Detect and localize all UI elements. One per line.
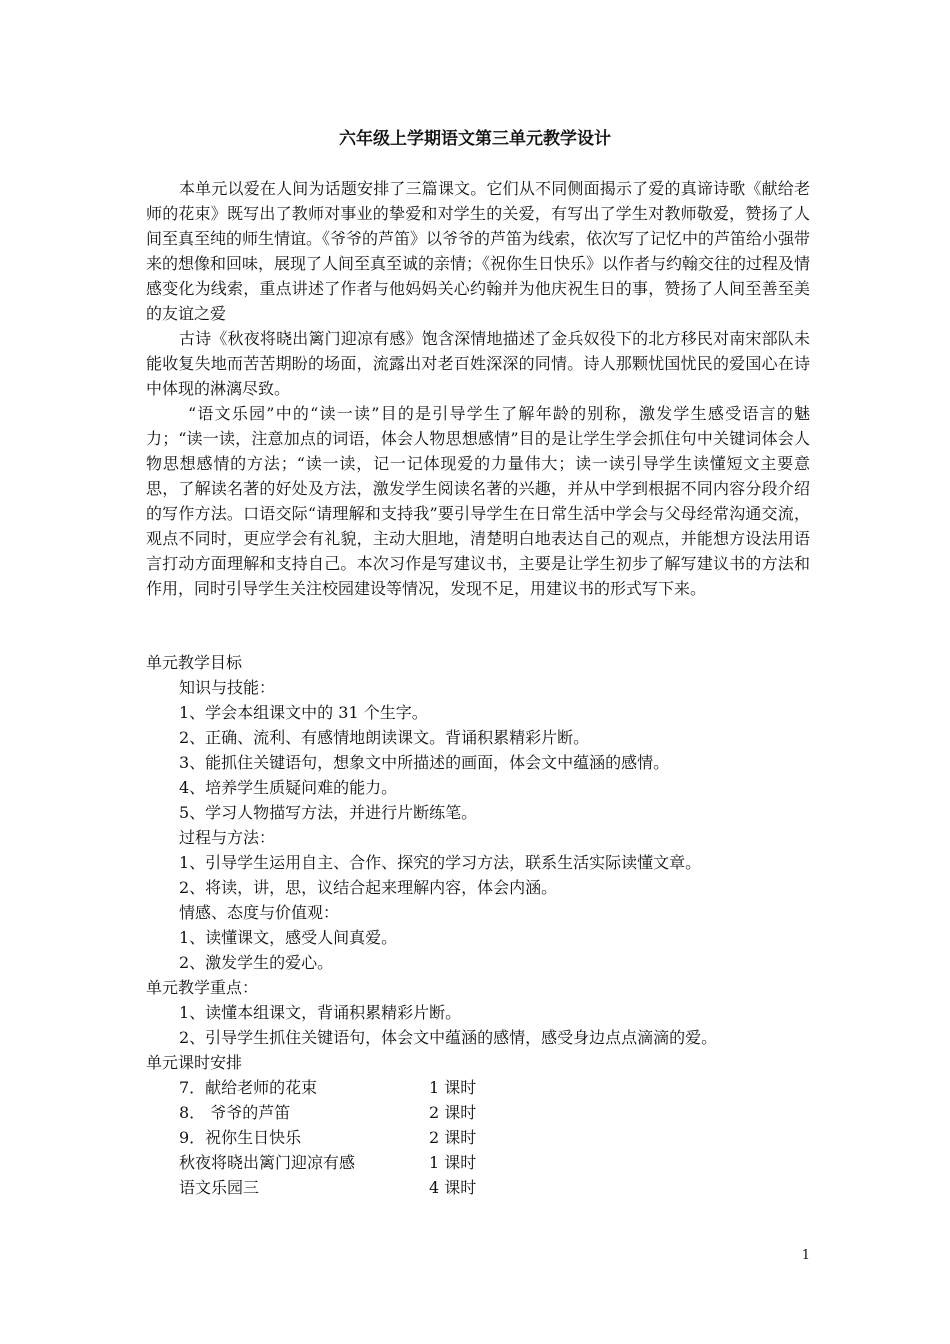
lesson-name: 秋夜将晓出篱门迎凉有感 — [179, 1153, 356, 1172]
process-item: 2、将读，讲，思，议结合起来理解内容，体会内涵。 — [179, 878, 558, 897]
emotion-item: 2、激发学生的爱心。 — [179, 953, 334, 972]
lesson-hours: 2 课时 — [429, 1128, 477, 1147]
schedule-heading: 单元课时安排 — [146, 1053, 243, 1072]
intro-paragraph: 本单元以爱在人间为话题安排了三篇课文。它们从不同侧面揭示了爱的真谛诗歌《献给老师的花束》既写出了教师对事业的挚爱和对学生的关爱，有写出了学生对教师敬爱，赞扬了人间至真至纯的师生情谊。《爷爷的芦笛》以爷爷的芦笛为线索，依次写了记忆中的芦笛给小强带来的想像和回味，展现了人间至真至诚的亲情；《祝你生日快乐》以作者与约翰交往的过程及情感变化为线索，重点讲述了作者与他妈妈关心约翰并为他庆祝生日的事，赞扬了人间至善至美的友谊之爱 — [146, 179, 811, 323]
focus-item: 2、引导学生抓住关键语句，体会文中蕴涵的感情，感受身边点点滴滴的爱。 — [179, 1028, 718, 1047]
knowledge-item: 5、学习人物描写方法，并进行片断练笔。 — [179, 803, 478, 822]
knowledge-item: 4、培养学生质疑问难的能力。 — [179, 778, 398, 797]
lesson-hours: 2 课时 — [429, 1103, 477, 1122]
language-garden-paragraph: “语文乐园”中的“读一读”目的是引导学生了解年龄的别称，激发学生感受语言的魅力；“读一读，注意加点的词语，体会人物思想感情”目的是让学生学会抓住句中关键词体会人物思想感情的方法；“读一读，记一记体现爱的力量伟大；读一读引导学生读懂短文主要意思，了解读名著的好处及方法，激发学生阅读名著的兴趣，并从中学到根据不同内容分段介绍的写作方法。口语交际“请理解和支持我”要引导学生在日常生活中学会与父母经常沟通交流，观点不同时，更应学会有礼貌，主动大胆地，清楚明白地表达自己的观点，并能想方设法用语言打动方面理解和支持自己。本次习作是写建议书，主要是让学生初步了解写建议书的方法和作用，同时引导学生关注校园建设等情况，发现不足，用建议书的形式写下来。 — [146, 404, 810, 598]
process-item: 1、引导学生运用自主、合作、探究的学习方法，联系生活实际读懂文章。 — [179, 853, 702, 872]
knowledge-item: 2、正确、流利、有感情地朗读课文。背诵积累精彩片断。 — [179, 728, 590, 747]
lesson-name: 9．祝你生日快乐 — [179, 1128, 302, 1147]
lesson-hours: 4 课时 — [429, 1178, 477, 1197]
emotion-item: 1、读懂课文，感受人间真爱。 — [179, 928, 398, 947]
document-title: 六年级上学期语文第三单元教学设计 — [339, 129, 611, 149]
knowledge-item: 3、能抓住关键语句，想象文中所描述的画面，体会文中蕴涵的感情。 — [179, 753, 670, 772]
page-number: 1 — [801, 1248, 810, 1263]
focus-item: 1、读懂本组课文，背诵积累精彩片断。 — [179, 1003, 462, 1022]
lesson-hours: 1 课时 — [429, 1078, 477, 1097]
schedule-row — [179, 1125, 476, 1150]
process-heading: 过程与方法： — [179, 828, 276, 847]
focus-heading: 单元教学重点： — [146, 978, 259, 997]
lesson-hours: 1 课时 — [429, 1153, 477, 1172]
schedule-row — [179, 1100, 476, 1125]
knowledge-item: 1、学会本组课文中的 31 个生字。 — [179, 703, 428, 722]
poem-paragraph: 古诗《秋夜将晓出篱门迎凉有感》饱含深情地描述了金兵奴役下的北方移民对南宋部队未能收复失地而苦苦期盼的场面，流露出对老百姓深深的同情。诗人那颗忧国忧民的爱国心在诗中体现的淋漓尽致。 — [146, 329, 810, 398]
lesson-name: 8． 爷爷的芦笛 — [179, 1103, 291, 1122]
lesson-name: 语文乐园三 — [179, 1178, 260, 1197]
emotion-heading: 情感、态度与价值观： — [179, 903, 340, 922]
schedule-row — [179, 1075, 476, 1100]
schedule-row — [179, 1150, 476, 1175]
goals-heading: 单元教学目标 — [146, 653, 243, 672]
schedule-row — [179, 1175, 476, 1200]
knowledge-heading: 知识与技能： — [179, 678, 276, 697]
lesson-name: 7．献给老师的花束 — [179, 1078, 318, 1097]
